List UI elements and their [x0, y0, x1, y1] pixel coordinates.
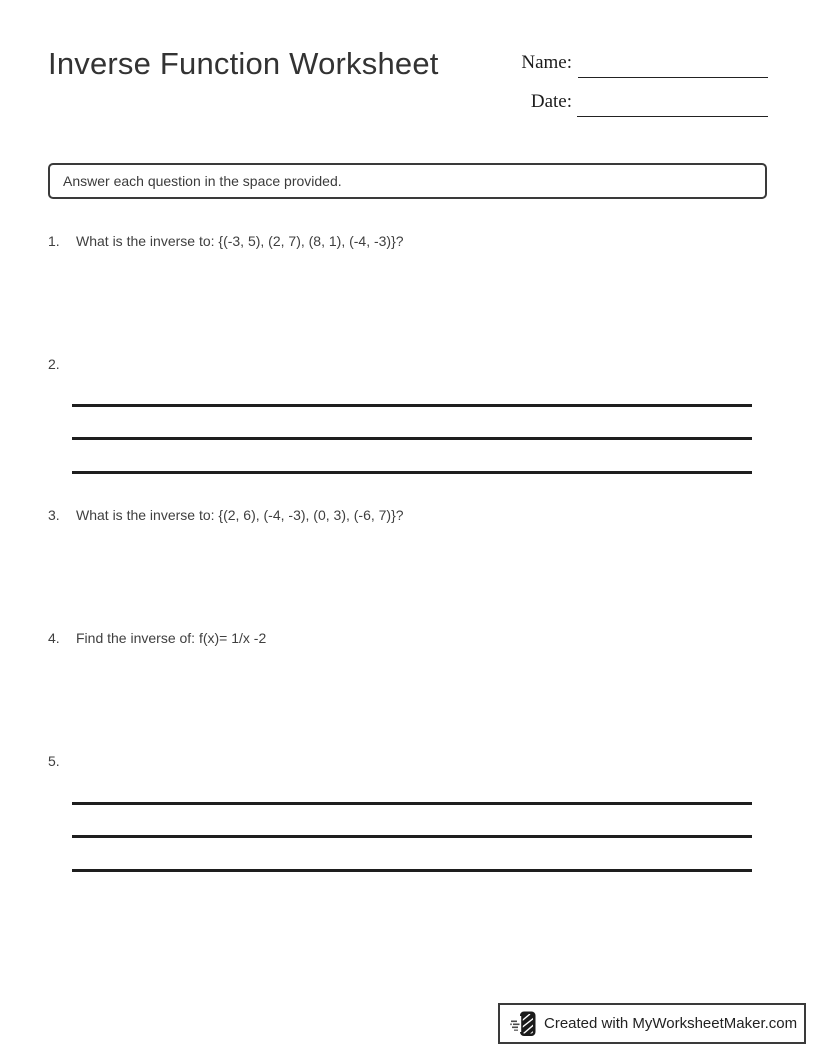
answer-line [72, 869, 752, 872]
name-label: Name: [521, 52, 572, 73]
question-2 [48, 355, 768, 373]
question-number: 5. [48, 753, 60, 769]
question-number: 3. [48, 507, 60, 523]
date-label: Date: [530, 91, 572, 112]
question-number: 4. [48, 630, 60, 646]
page-title: Inverse Function Worksheet [48, 46, 439, 81]
question-3 [48, 506, 768, 524]
answer-line [72, 404, 752, 407]
footer-credit-box [498, 1003, 806, 1044]
question-4 [48, 629, 768, 647]
question-number: 2. [48, 356, 60, 372]
question-1 [48, 232, 768, 250]
instructions-box [48, 163, 767, 199]
question-text [76, 752, 768, 770]
question-text: What is the inverse to: {(2, 6), (-4, -3), (0, 3), (-6, 7)}? [76, 507, 404, 523]
question-text: What is the inverse to: {(-3, 5), (2, 7), (8, 1), (-4, -3)}? [76, 233, 404, 249]
date-fill-line [577, 116, 768, 117]
question-5 [48, 752, 768, 770]
answer-line [72, 835, 752, 838]
question-text: Find the inverse of: f(x)= 1/x -2 [76, 630, 267, 646]
question-text [76, 355, 768, 373]
instructions-text: Answer each question in the space provided. [63, 173, 342, 189]
worksheet-maker-logo-icon [510, 1010, 537, 1038]
answer-line [72, 802, 752, 805]
footer-credit-text: Created with MyWorksheetMaker.com [544, 1015, 798, 1032]
answer-line [72, 437, 752, 440]
question-number: 1. [48, 233, 60, 249]
name-fill-line [578, 77, 768, 78]
answer-line [72, 471, 752, 474]
